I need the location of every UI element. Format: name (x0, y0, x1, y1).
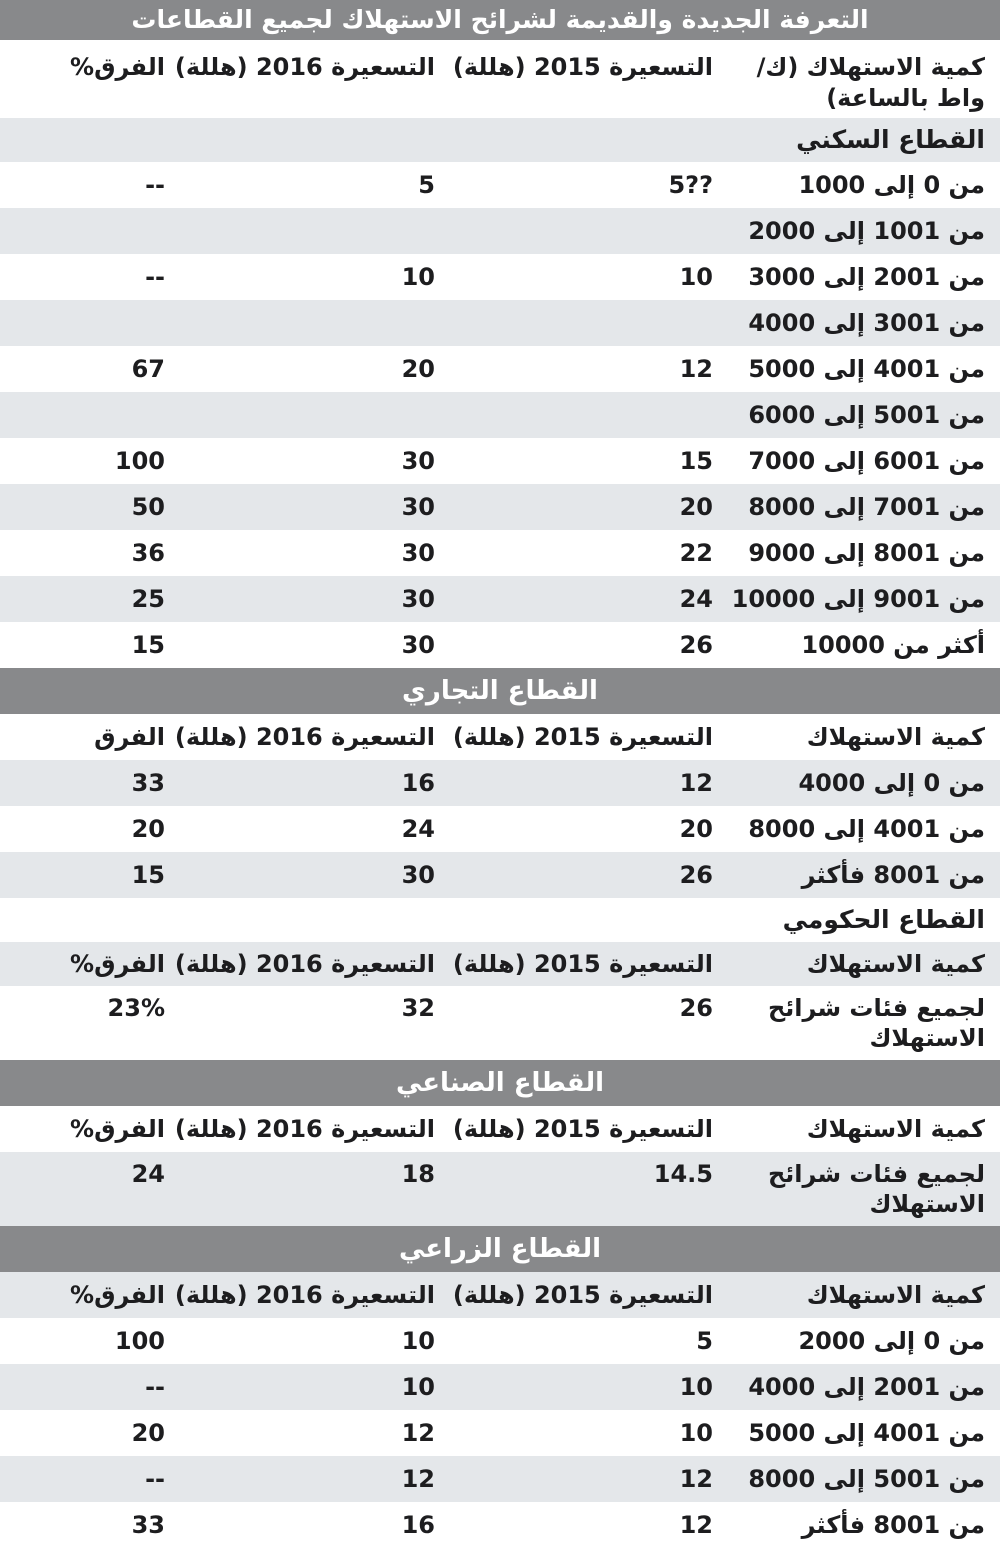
price-2015: 12 (679, 769, 713, 797)
price-2015 (435, 208, 713, 254)
consumption-range: من 8001 فأكثر (801, 861, 985, 889)
price-2016: 10 (401, 1327, 435, 1355)
price-2016: 30 (401, 861, 435, 889)
table-row (0, 622, 1000, 668)
diff-value: 24 (131, 1160, 165, 1188)
col-header-diff: الفرق% (70, 1115, 165, 1143)
consumption-range: من 4001 إلى 5000 (748, 1419, 985, 1447)
government-column-header-row (0, 942, 1000, 986)
consumption-range: من 2001 إلى 4000 (748, 1373, 985, 1401)
industrial-column-header-row (0, 1106, 1000, 1152)
price-2016: 32 (401, 994, 435, 1022)
table-row (0, 986, 1000, 1060)
col-header-diff: الفرق (94, 723, 165, 751)
diff-value: -- (145, 171, 165, 199)
consumption-range: من 3001 إلى 4000 (748, 309, 985, 337)
price-2015: 22 (679, 539, 713, 567)
diff-value: 67 (131, 355, 165, 383)
col-header-consumption: كمية الاستهلاك (806, 723, 985, 751)
consumption-range: من 4001 إلى 5000 (748, 355, 985, 383)
col-header-consumption: كمية الاستهلاك (ك/ واط بالساعة) (756, 53, 985, 112)
consumption-range: لجميع فئات شرائح الاستهلاك (767, 1160, 985, 1218)
price-2015: 20 (679, 493, 713, 521)
table-row (0, 1456, 1000, 1502)
diff-value: -- (145, 1373, 165, 1401)
col-header-consumption: كمية الاستهلاك (806, 1115, 985, 1143)
consumption-range: أكثر من 10000 (801, 631, 985, 659)
consumption-range: من 0 إلى 2000 (798, 1327, 985, 1355)
price-2015: 24 (679, 585, 713, 613)
col-header-diff: الفرق% (70, 1281, 165, 1309)
diff-value: 33 (131, 769, 165, 797)
price-2016: 16 (401, 1511, 435, 1539)
price-2015 (435, 300, 713, 346)
diff-value: 36 (131, 539, 165, 567)
price-2015: 14.5 (653, 1160, 713, 1188)
sector-label-government: القطاع الحكومي (782, 905, 985, 934)
col-header-2016: التسعيرة 2016 (هللة) (174, 950, 435, 978)
table-row (0, 208, 1000, 254)
table-row (0, 576, 1000, 622)
diff-value: 33 (131, 1511, 165, 1539)
table-row (0, 392, 1000, 438)
col-header-2015: التسعيرة 2015 (هللة) (452, 950, 713, 978)
col-header-2016: التسعيرة 2016 (هللة) (174, 53, 435, 81)
consumption-range: من 8001 إلى 9000 (748, 539, 985, 567)
consumption-range: من 5001 إلى 8000 (748, 1465, 985, 1493)
price-2016: 12 (401, 1419, 435, 1447)
price-2015: 26 (679, 994, 713, 1022)
section-header-agricultural: القطاع الزراعي (0, 1226, 1000, 1272)
price-2016: 16 (401, 769, 435, 797)
diff-value: 100 (114, 1327, 165, 1355)
price-2016 (165, 208, 435, 254)
price-2015: 10 (679, 1419, 713, 1447)
price-2016: 10 (401, 1373, 435, 1401)
price-2015: 26 (679, 861, 713, 889)
price-2015: 12 (679, 1465, 713, 1493)
consumption-range: من 0 إلى 4000 (798, 769, 985, 797)
price-2016: 12 (401, 1465, 435, 1493)
table-row (0, 438, 1000, 484)
diff-value: 20 (131, 815, 165, 843)
price-2015: 10 (679, 1373, 713, 1401)
table-row (0, 300, 1000, 346)
diff-value: -- (145, 1465, 165, 1493)
price-2015: 15 (679, 447, 713, 475)
table-row (0, 254, 1000, 300)
consumption-range: من 0 إلى 1000 (798, 171, 985, 199)
table-row (0, 346, 1000, 392)
price-2015: 26 (679, 631, 713, 659)
consumption-range: من 1001 إلى 2000 (748, 217, 985, 245)
section-header-commercial: القطاع التجاري (0, 668, 1000, 714)
residential-column-header-row (0, 40, 1000, 118)
table-row (0, 530, 1000, 576)
price-2016 (165, 392, 435, 438)
price-2015: 5?? (668, 171, 713, 199)
table-row (0, 1410, 1000, 1456)
col-header-2016: التسعيرة 2016 (هللة) (174, 1115, 435, 1143)
col-header-diff: الفرق% (70, 950, 165, 978)
price-2015 (435, 392, 713, 438)
price-2015: 5 (696, 1327, 713, 1355)
price-2016: 18 (401, 1160, 435, 1188)
commercial-column-header-row (0, 714, 1000, 760)
price-2016: 30 (401, 493, 435, 521)
table-row (0, 484, 1000, 530)
diff-value (0, 392, 165, 438)
price-2016: 30 (401, 447, 435, 475)
price-2016: 30 (401, 585, 435, 613)
price-2016: 5 (418, 171, 435, 199)
diff-value: 20 (131, 1419, 165, 1447)
diff-value: 15 (131, 631, 165, 659)
diff-value: 15 (131, 861, 165, 889)
col-header-diff: الفرق% (70, 53, 165, 81)
consumption-range: من 4001 إلى 8000 (748, 815, 985, 843)
agricultural-column-header-row (0, 1272, 1000, 1318)
col-header-2015: التسعيرة 2015 (هللة) (452, 723, 713, 751)
col-header-2016: التسعيرة 2016 (هللة) (174, 1281, 435, 1309)
consumption-range: من 6001 إلى 7000 (748, 447, 985, 475)
price-2015: 20 (679, 815, 713, 843)
table-row (0, 1152, 1000, 1226)
consumption-range: من 2001 إلى 3000 (748, 263, 985, 291)
table-row (0, 760, 1000, 806)
consumption-range: من 8001 فأكثر (801, 1511, 985, 1539)
price-2016: 10 (401, 263, 435, 291)
col-header-consumption: كمية الاستهلاك (806, 950, 985, 978)
table-row (0, 852, 1000, 898)
table-row (0, 1502, 1000, 1548)
col-header-2016: التسعيرة 2016 (هللة) (174, 723, 435, 751)
price-2016: 30 (401, 539, 435, 567)
price-2016: 20 (401, 355, 435, 383)
price-2016: 30 (401, 631, 435, 659)
table-row (0, 806, 1000, 852)
sector-label-residential: القطاع السكني (0, 118, 1000, 162)
diff-value: 50 (131, 493, 165, 521)
table-title: التعرفة الجديدة والقديمة لشرائح الاستهلاك لجميع القطاعات (0, 0, 1000, 40)
table-row (0, 1318, 1000, 1364)
consumption-range: من 9001 إلى 10000 (731, 585, 985, 613)
price-2015: 10 (679, 263, 713, 291)
col-header-2015: التسعيرة 2015 (هللة) (452, 1281, 713, 1309)
consumption-range: من 5001 إلى 6000 (748, 401, 985, 429)
section-header-industrial: القطاع الصناعي (0, 1060, 1000, 1106)
col-header-2015: التسعيرة 2015 (هللة) (452, 53, 713, 81)
price-2016: 24 (401, 815, 435, 843)
diff-value: 23% (107, 994, 165, 1022)
consumption-range: لجميع فئات شرائح الاستهلاك (767, 994, 985, 1052)
diff-value (0, 208, 165, 254)
diff-value (0, 300, 165, 346)
diff-value: -- (145, 263, 165, 291)
price-2015: 12 (679, 1511, 713, 1539)
col-header-consumption: كمية الاستهلاك (806, 1281, 985, 1309)
price-2016 (165, 300, 435, 346)
price-2015: 12 (679, 355, 713, 383)
table-row (0, 1364, 1000, 1410)
diff-value: 100 (114, 447, 165, 475)
diff-value: 25 (131, 585, 165, 613)
col-header-2015: التسعيرة 2015 (هللة) (452, 1115, 713, 1143)
consumption-range: من 7001 إلى 8000 (748, 493, 985, 521)
table-row (0, 162, 1000, 208)
